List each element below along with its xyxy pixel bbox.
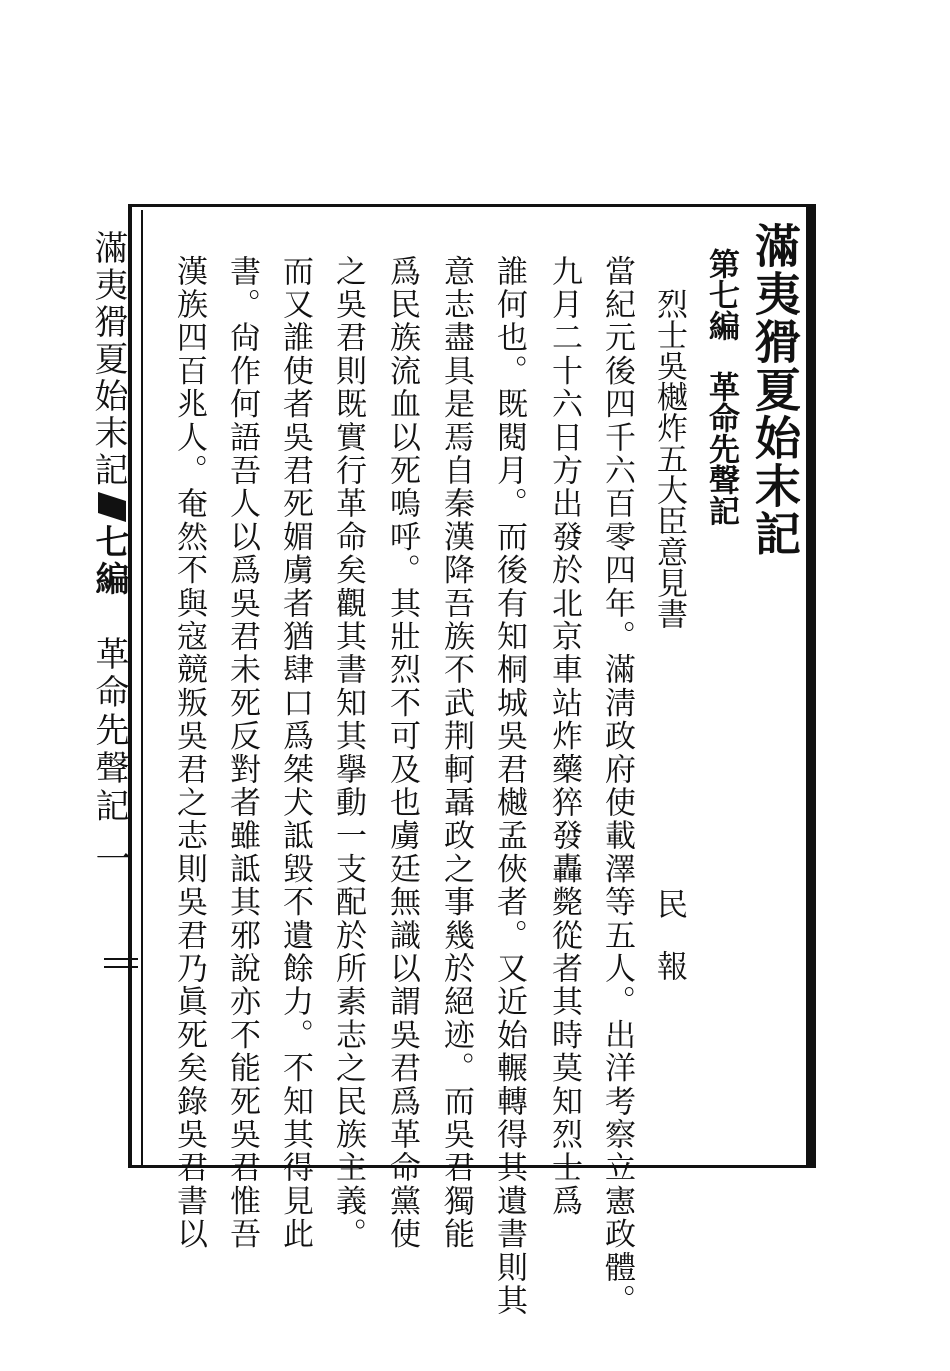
fish-tail-mark <box>98 492 126 522</box>
body-line: 書。尙作何語吾人以爲吳君未死反對者雖詆其邪說亦不能死吳君惟吾 <box>224 255 260 1251</box>
body-line: 九月二十六日方出發於北京車站炸藥猝發轟斃從者其時莫知烈士爲 <box>546 255 582 1218</box>
margin-book-title: 滿夷猾夏始末記 <box>88 230 128 489</box>
body-line: 之吳君則既實行革命矣觀其書知其擧動一支配於所素志之民族主義。 <box>330 255 366 1251</box>
margin-chapter: 七編 <box>89 524 129 598</box>
article-source: 民 報 <box>651 888 687 981</box>
body-line: 誰何也。既閱月。而後有知桐城吳君樾孟俠者。又近始輾轉得其遺書則其 <box>491 255 527 1318</box>
body-line: 意志盡具是焉自秦漢降吾族不武荆軻聶政之事幾於絕迹。而吳君獨能 <box>438 255 474 1251</box>
margin-section: 革命先聲記 <box>89 636 129 826</box>
body-line: 當紀元後四千六百零四年。滿淸政府使載澤等五人。出洋考察立憲政體。 <box>599 255 635 1318</box>
article-headline: 烈士吳樾炸五大臣意見書 <box>651 288 687 629</box>
margin-rule-bottom <box>104 966 138 968</box>
margin-rule-top <box>104 958 138 960</box>
book-title: 滿夷猾夏始末記 <box>748 222 802 558</box>
chapter-title: 革命先聲記 <box>703 371 739 526</box>
body-line: 爲民族流血以死嗚呼。其壯烈不可及也虜廷無識以謂吳君爲革命黨使 <box>384 255 420 1251</box>
body-line: 而又誰使者吳君死媚虜者猶肆口爲桀犬詆毀不遺餘力。不知其得見此 <box>277 255 313 1251</box>
chapter-heading <box>703 248 739 568</box>
chapter-label: 第七編 <box>703 248 739 341</box>
body-line: 漢族四百兆人。奄然不與寇競叛吳君之志則吳君乃眞死矣錄吳君書以 <box>171 255 207 1251</box>
margin-divider <box>141 210 143 1165</box>
page-number: 一 <box>90 840 131 876</box>
